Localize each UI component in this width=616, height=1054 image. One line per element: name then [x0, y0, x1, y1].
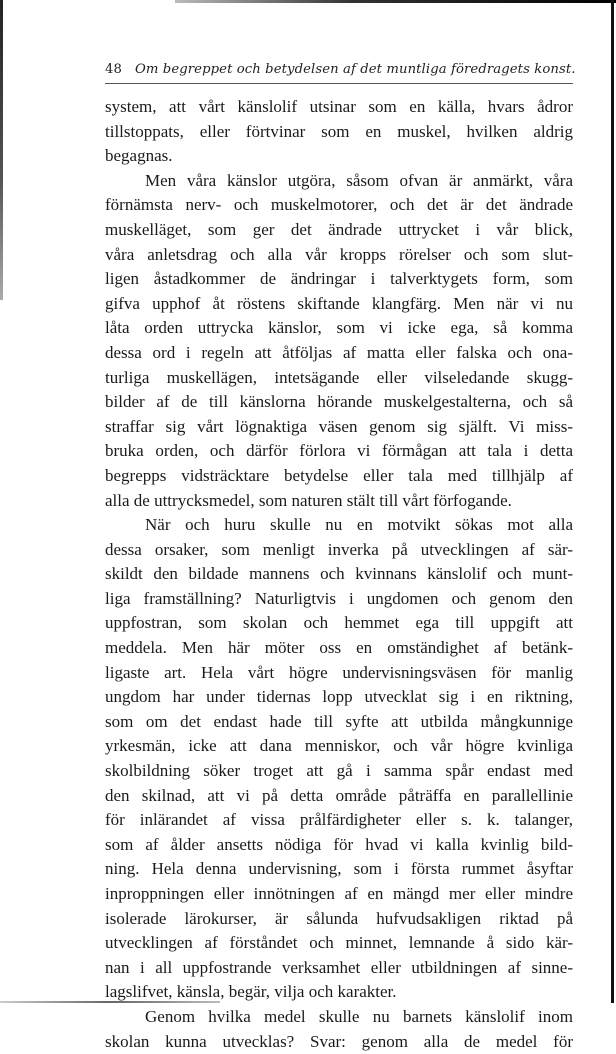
text-line: När och huru skulle nu en motvikt sökas mot alla	[145, 515, 573, 535]
running-head	[105, 62, 576, 77]
text-line: som af ålder ansetts nödiga för hvad vi kalla kvinlig bild-	[105, 834, 573, 854]
text-line: lagslifvet, känsla, begär, vilja och karakter.	[105, 982, 397, 1002]
text-line: system, att vårt känslolif utsinar som en källa, hvars ådror	[105, 97, 573, 116]
text-line: ning. Hela denna undervisning, som i första rummet åsyftar	[105, 859, 573, 879]
text-line: utvecklingen af förståndet och minnet, lemnande å sido kär-	[105, 933, 573, 953]
page-number: 48	[105, 62, 122, 77]
text-line: förnämsta nerv- och muskelmotorer, och det är det ändrade	[105, 195, 573, 215]
text-line: muskelläget, som ger det ändrade uttrycket i vår blick,	[105, 219, 573, 239]
text-line: våra anletsdrag och alla vår kropps rörelser och som slut-	[105, 244, 573, 264]
text-line: Men våra känslor utgöra, såsom ofvan är anmärkt, våra	[145, 170, 573, 190]
text-line: gifva upphof åt röstens skiftande klangfärg. Men när vi nu	[105, 293, 573, 313]
body-text	[105, 95, 573, 1054]
running-title: Om begreppet och betydelsen af det muntliga föredragets konst.	[134, 62, 576, 77]
text-line: yrkesmän, icke att dana menniskor, och vår högre kvinliga	[105, 736, 573, 756]
text-line: meddela. Men här möter oss en omständighet af betänk-	[105, 638, 573, 658]
text-line: turliga muskellägen, intetsägande eller vilseledande skugg-	[105, 367, 573, 387]
scan-edge-left	[0, 0, 3, 300]
header-rule	[105, 83, 573, 84]
text-line: som om det endast hade till syfte att utbilda mångkunnige	[105, 711, 573, 731]
scan-edge-top	[175, 0, 616, 3]
book-page	[105, 62, 576, 1054]
text-line: skolbildning söker troget att gå i samma spår endast med	[105, 761, 573, 781]
text-line: bilder af de till känslorna hörande muskelgestalterna, och så	[105, 392, 573, 412]
text-line: ungdom har under tidernas lopp utvecklat sig i en riktning,	[105, 687, 573, 707]
text-line: den skilnad, att vi på detta område påträffa en parallellinie	[105, 785, 573, 805]
text-line: för inlärandet af vissa prålfärdigheter eller s. k. talanger,	[105, 810, 573, 830]
text-line: skildt den bildade mannens och kvinnans känslolif och munt-	[105, 564, 573, 584]
text-line: straffar sig vårt lögnaktiga väsen genom sig själft. Vi miss-	[105, 416, 573, 436]
text-line: begrepps vidsträcktare betydelse eller tala med tillhjälp af	[105, 465, 573, 485]
text-line: uppfostran, som skolan och hemmet ega till uppgift att	[105, 613, 573, 633]
text-line: isolerade lärokurser, är sålunda hufvudsakligen riktad på	[105, 908, 573, 928]
text-line: låta orden uttrycka känslor, som vi icke ega, så komma	[105, 318, 573, 338]
text-line: inproppningen eller innötningen af en mängd mer eller mindre	[105, 884, 573, 903]
text-line: dessa ord i regeln att åtföljas af matta eller falska och ona-	[105, 342, 573, 362]
text-line: dessa orsaker, som menligt inverka på utvecklingen af sär-	[105, 539, 573, 559]
text-line: liga framställning? Naturligtvis i ungdomen och genom den	[105, 588, 573, 608]
text-line: skolan kunna utvecklas? Svar: genom alla de medel för	[105, 1031, 573, 1051]
text-line: begagnas.	[105, 146, 173, 166]
text-line: tillstoppats, eller förtvinar som en muskel, hvilken aldrig	[105, 121, 573, 141]
text-line: ligaste art. Hela vårt högre undervisningsväsen för manlig	[105, 662, 573, 682]
scan-edge-right	[611, 0, 614, 1003]
text-line: nan i all uppfostrande verksamhet eller utbildningen af sinne-	[105, 957, 573, 977]
text-line: ligen åstadkommer de ändringar i talverktygets form, som	[105, 269, 573, 289]
text-line: alla de uttrycksmedel, som naturen stält till vårt förfogande.	[105, 490, 512, 510]
text-line: bruka orden, och därför förlora vi förmågan att tala i detta	[105, 441, 573, 461]
text-line: Genom hvilka medel skulle nu barnets känslolif inom	[145, 1006, 573, 1026]
